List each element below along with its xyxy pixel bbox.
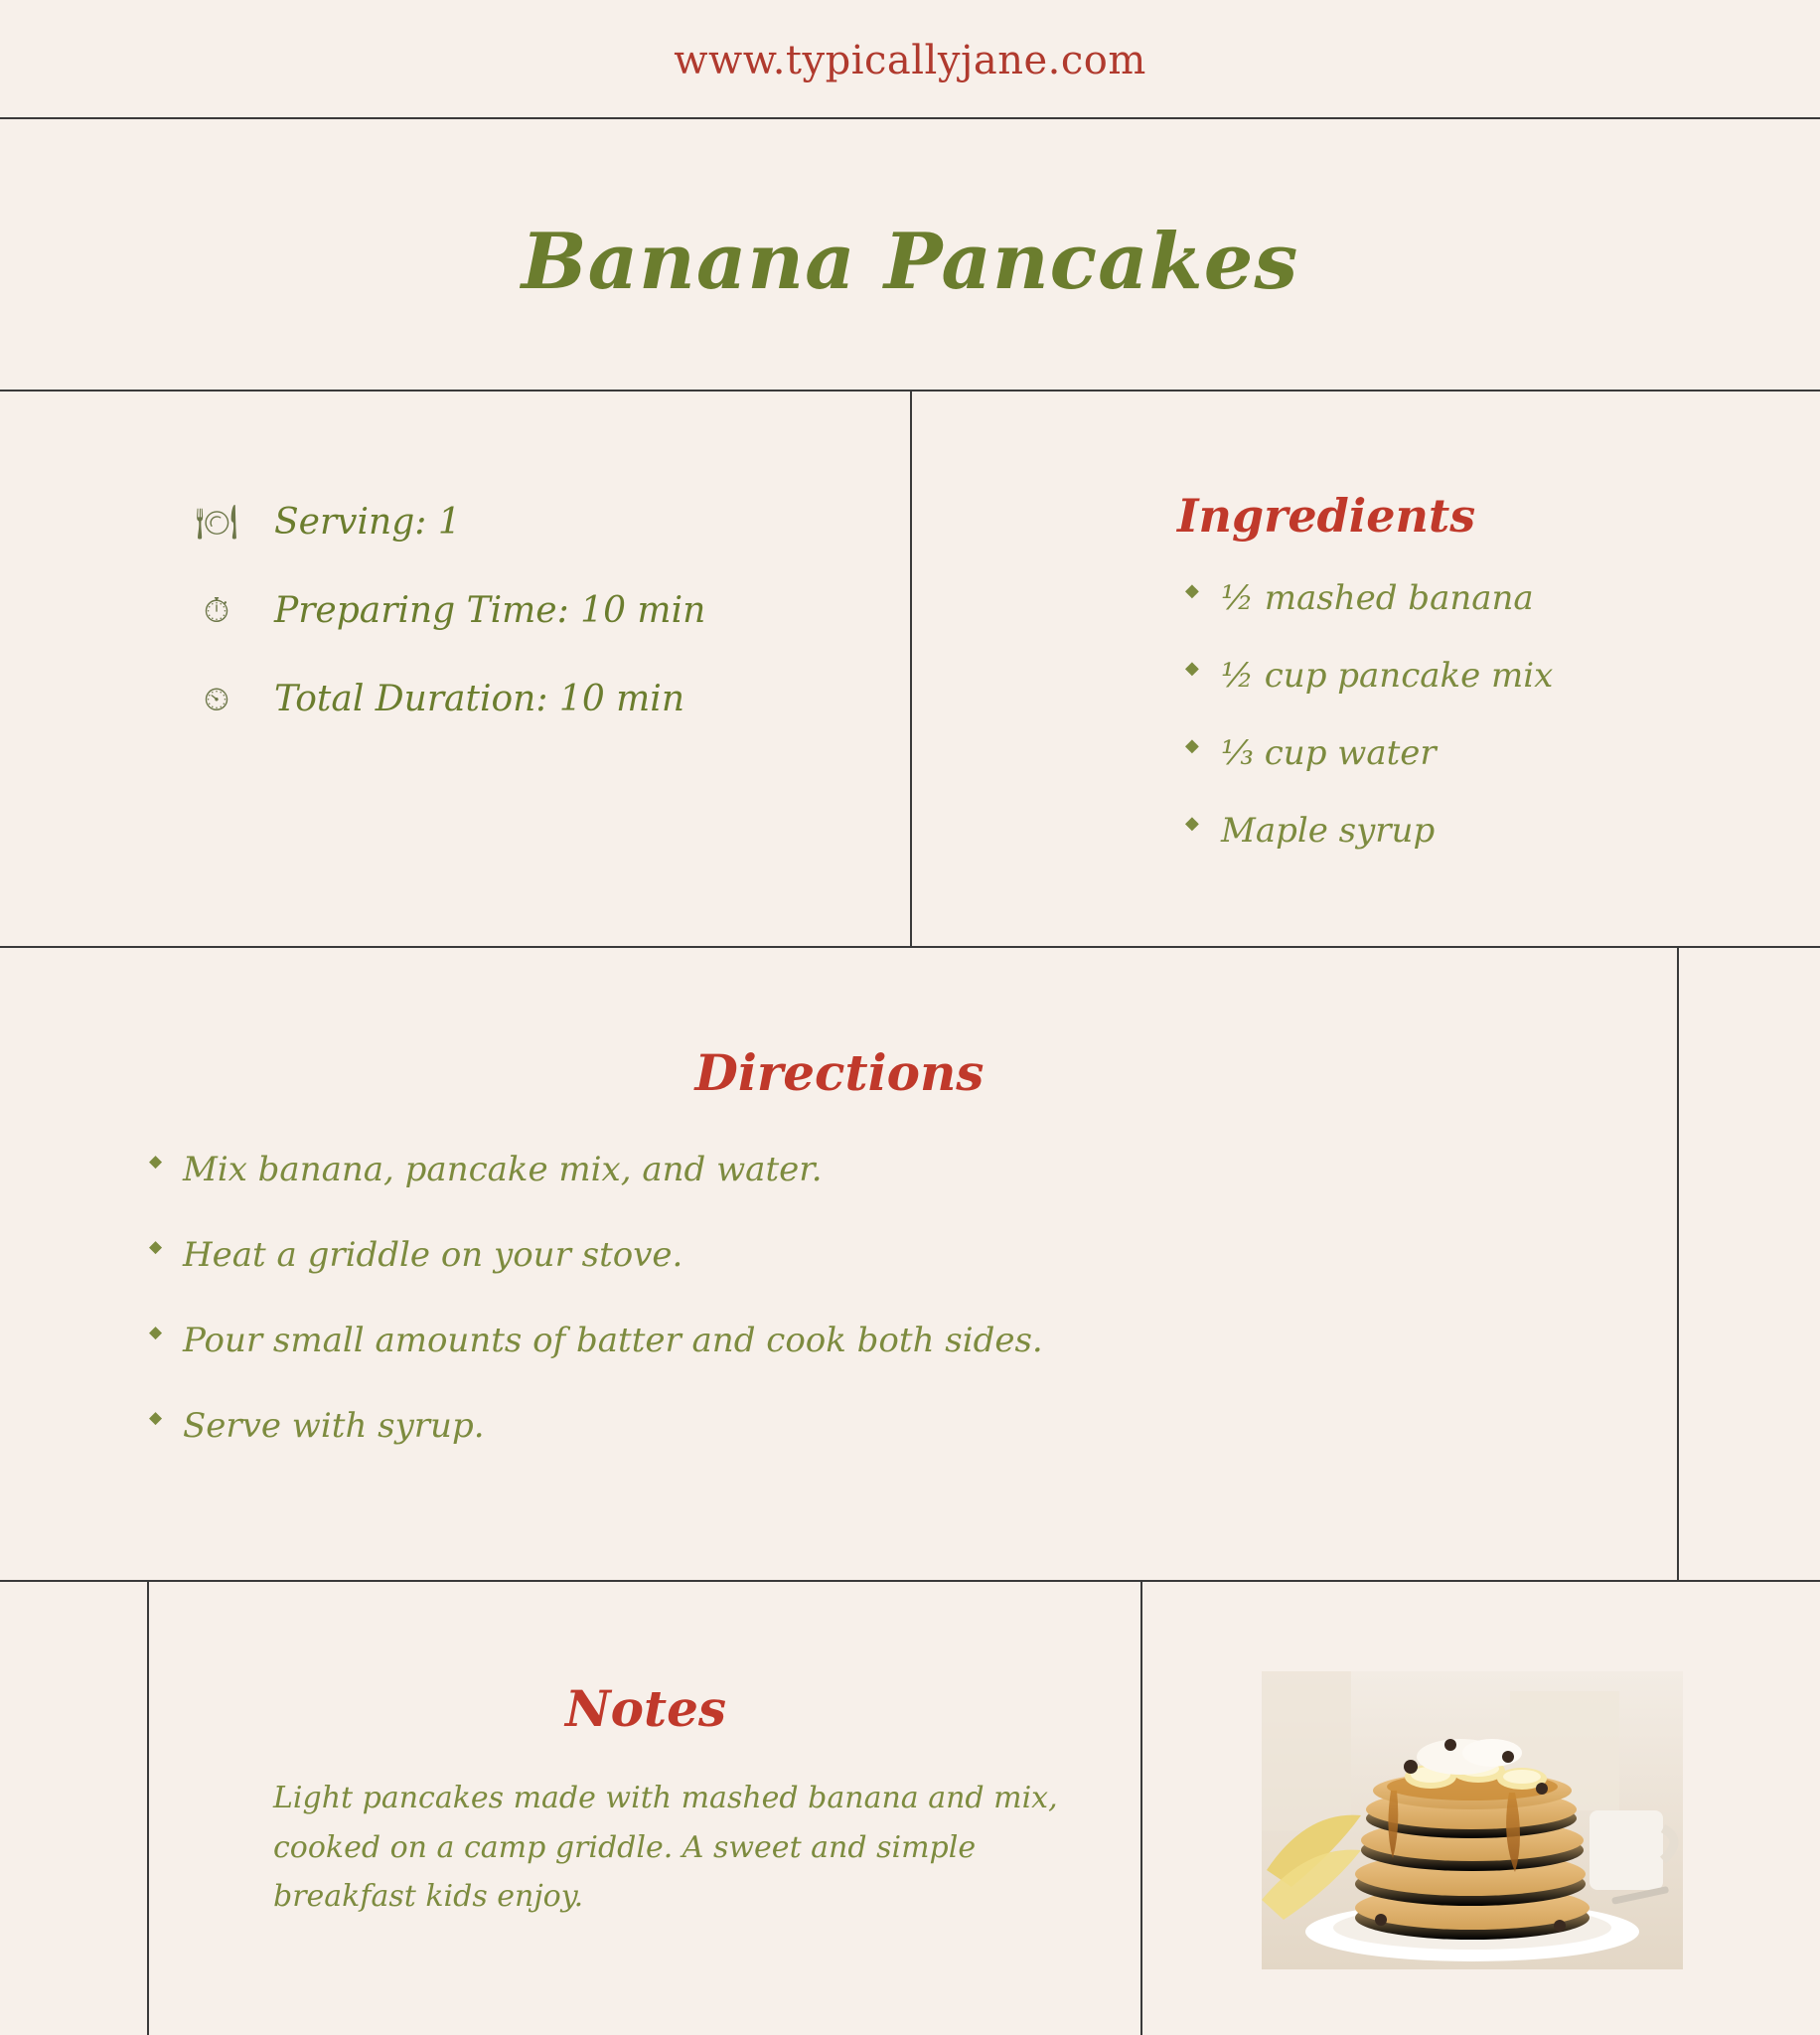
site-url: www.typicallyjane.com	[674, 38, 1146, 83]
list-item: ◆ Serve with syrup.	[149, 1406, 1679, 1446]
meta-row-prep-time	[189, 590, 864, 631]
divider-meta-ingredients	[910, 390, 912, 946]
list-item: ◆ Maple syrup	[1177, 811, 1793, 851]
pancake-stack-illustration	[1262, 1671, 1683, 1969]
list-item: ◆ ⅓ cup water	[1177, 733, 1793, 773]
divider-directions-top	[0, 946, 1820, 948]
list-item: ◆ ½ cup pancake mix	[1177, 656, 1793, 696]
meta-row-total-duration	[189, 679, 864, 719]
directions-list	[0, 1150, 1679, 1446]
divider-top	[0, 117, 1820, 119]
plate-icon: 🍽	[195, 502, 238, 543]
notes-section	[149, 1679, 1142, 1922]
meta-total-duration-label: Total Duration: 10 min	[274, 679, 684, 719]
ingredients-heading: Ingredients	[1177, 489, 1476, 543]
directions-heading: Directions	[694, 1043, 985, 1102]
list-item: ◆ Pour small amounts of batter and cook both sides.	[149, 1321, 1679, 1360]
recipe-photo	[1262, 1671, 1683, 1969]
ingredients-section	[1177, 489, 1793, 888]
list-item: ◆ Mix banana, pancake mix, and water.	[149, 1150, 1679, 1189]
notes-body: Light pancakes made with mashed banana and mix, cooked on a camp griddle. A sweet and simple breakfast kids enjoy.	[273, 1781, 1058, 1914]
notes-heading: Notes	[564, 1679, 727, 1738]
stopwatch-icon: ⏱	[203, 590, 230, 631]
list-item: ◆ Heat a griddle on your stove.	[149, 1235, 1679, 1275]
timer-icon: ⏲	[203, 679, 230, 719]
ingredients-list	[1177, 578, 1793, 851]
page-title: Banana Pancakes	[521, 217, 1299, 307]
recipe-meta	[189, 502, 864, 767]
meta-row-serving	[189, 502, 864, 543]
meta-serving-label: Serving: 1	[274, 502, 461, 543]
divider-notes-top	[0, 1580, 1820, 1582]
list-item: ◆ ½ mashed banana	[1177, 578, 1793, 618]
directions-section	[0, 1043, 1679, 1491]
meta-prep-time-label: Preparing Time: 10 min	[274, 590, 706, 631]
